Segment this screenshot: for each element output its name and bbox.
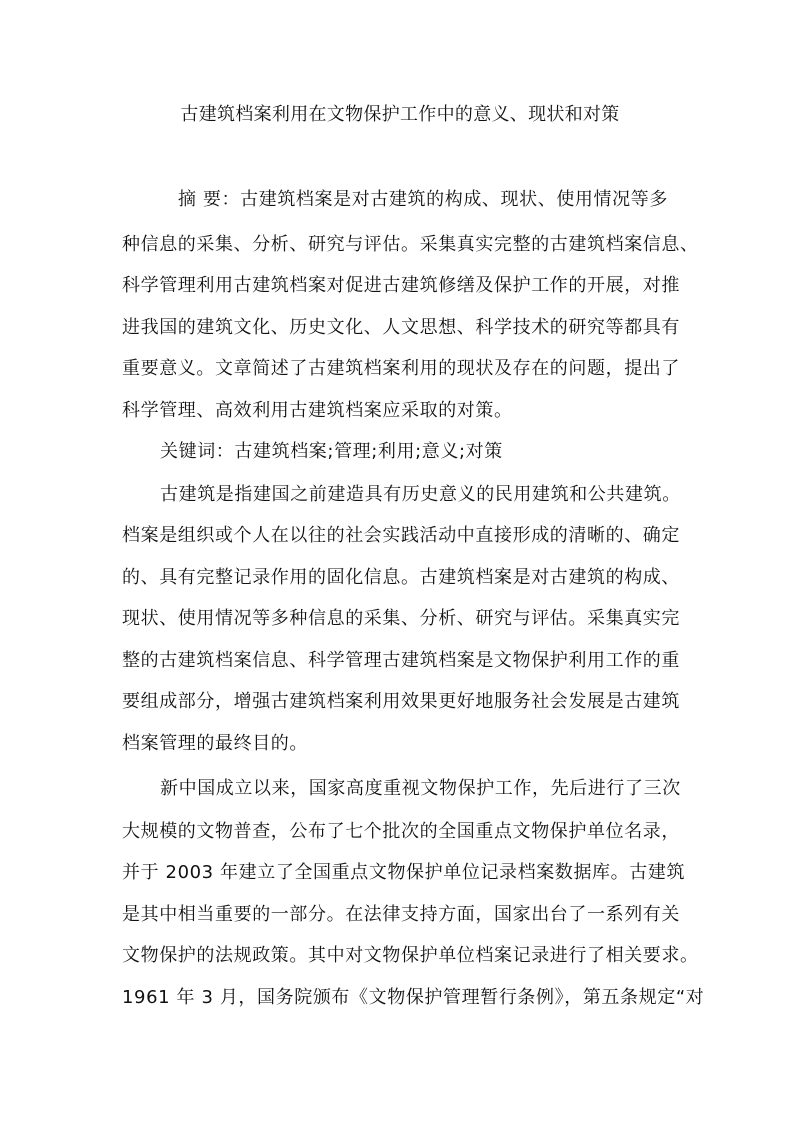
paragraph-line: 是其中相当重要的一部分。在法律支持方面，国家出台了一系列有关 xyxy=(122,904,680,925)
paragraph-line: 整的古建筑档案信息、科学管理古建筑档案是文物保护利用工作的重 xyxy=(122,650,680,671)
paragraph-line: 文物保护的法规政策。其中对文物保护单位档案记录进行了相关要求。 xyxy=(122,945,699,966)
paragraph-line: 档案是组织或个人在以往的社会实践活动中直接形成的清晰的、确定 xyxy=(122,525,680,546)
paragraph-line: 新中国成立以来，国家高度重视文物保护工作，先后进行了三次 xyxy=(160,778,681,799)
paragraph-line: 古建筑是指建国之前建造具有历史意义的民用建筑和公共建筑。 xyxy=(160,484,681,505)
abstract-line: 科学管理利用古建筑档案对促进古建筑修缮及保护工作的开展，对推 xyxy=(122,275,680,296)
paragraph-line: 要组成部分，增强古建筑档案利用效果更好地服务社会发展是古建筑 xyxy=(122,691,680,712)
paragraph-line: 现状、使用情况等多种信息的采集、分析、研究与评估。采集真实完 xyxy=(122,608,680,629)
abstract-line: 进我国的建筑文化、历史文化、人文思想、科学技术的研究等都具有 xyxy=(122,317,680,338)
abstract-line: 种信息的采集、分析、研究与评估。采集真实完整的古建筑档案信息、 xyxy=(122,234,699,255)
paragraph-line: 并于 2003 年建立了全国重点文物保护单位记录档案数据库。古建筑 xyxy=(122,862,686,883)
paragraph-line: 1961 年 3 月，国务院颁布《文物保护管理暂行条例》，第五条规定“对 xyxy=(122,987,705,1008)
document-title: 古建筑档案利用在文物保护工作中的意义、现状和对策 xyxy=(180,104,620,125)
paragraph-line: 的、具有完整记录作用的固化信息。古建筑档案是对古建筑的构成、 xyxy=(122,567,680,588)
abstract-line: 摘 要：古建筑档案是对古建筑的构成、现状、使用情况等多 xyxy=(178,189,668,210)
paragraph-line: 大规模的文物普查，公布了七个批次的全国重点文物保护单位名录， xyxy=(122,821,680,842)
paragraph-line: 档案管理的最终目的。 xyxy=(122,733,308,754)
keywords-line: 关键词：古建筑档案;管理;利用;意义;对策 xyxy=(160,441,503,462)
abstract-line: 科学管理、高效利用古建筑档案应采取的对策。 xyxy=(122,400,513,421)
abstract-line: 重要意义。文章简述了古建筑档案利用的现状及存在的问题，提出了 xyxy=(122,358,680,379)
